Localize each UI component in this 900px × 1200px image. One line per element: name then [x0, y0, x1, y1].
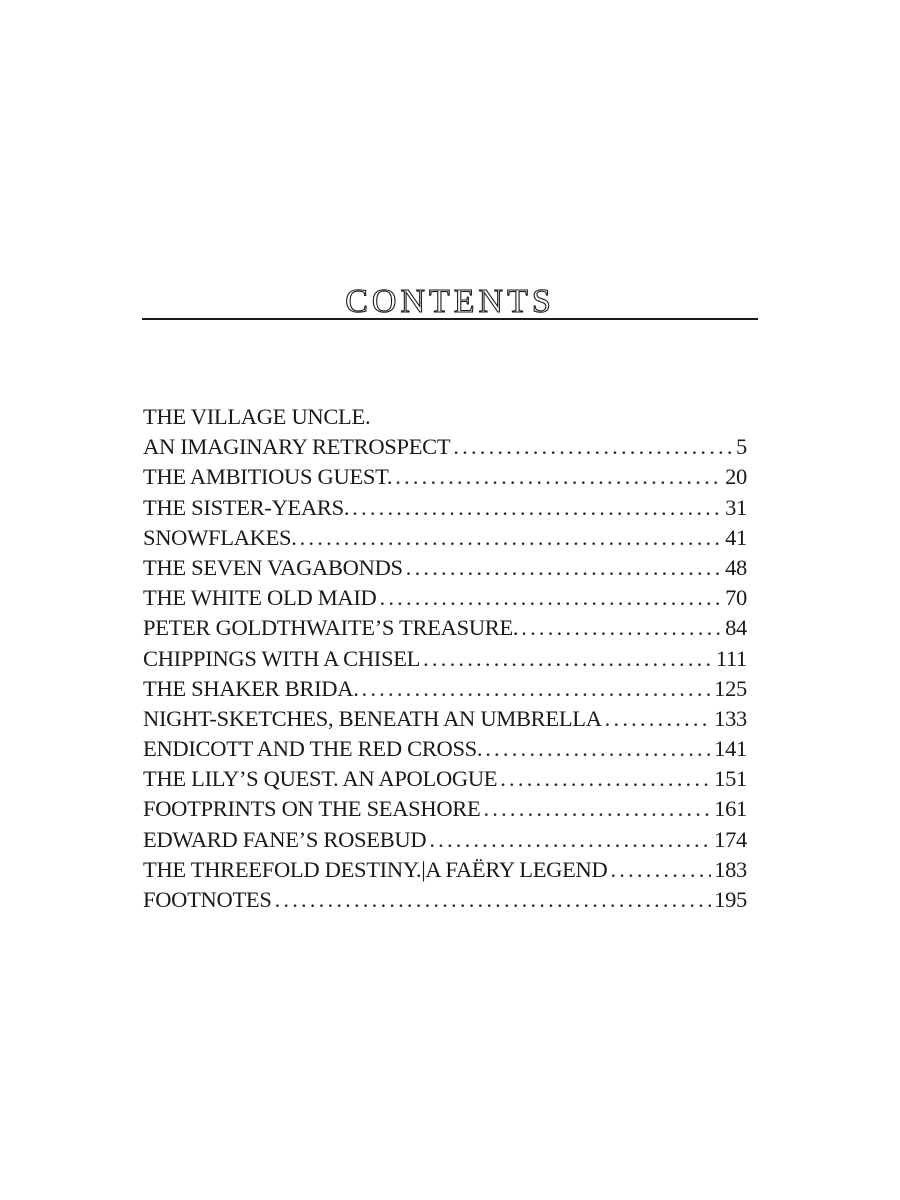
- toc-entry[interactable]: [143, 825, 747, 855]
- toc-entry-page: 41: [725, 524, 747, 550]
- toc-entry-title: THE SEVEN VAGABONDS: [143, 554, 403, 580]
- toc-entry-page: 48: [725, 554, 747, 580]
- dot-leader: [362, 674, 712, 704]
- toc-entry[interactable]: [143, 583, 747, 613]
- toc-entry-title: THE LILY’S QUEST. AN APOLOGUE: [143, 766, 498, 792]
- dot-leader: [485, 734, 711, 764]
- toc-entry-page: 141: [714, 736, 747, 762]
- toc-entry-title: CHIPPINGS WITH A CHISEL: [143, 645, 421, 671]
- toc-entry-title: THE WHITE OLD MAID: [143, 585, 377, 611]
- toc-entry[interactable]: [143, 794, 747, 824]
- toc-entry[interactable]: [143, 674, 747, 704]
- dot-leader: [429, 825, 711, 855]
- title-divider: [142, 318, 758, 320]
- dot-leader: [380, 583, 723, 613]
- dot-leader: [275, 885, 712, 915]
- toc-entry[interactable]: [143, 885, 747, 915]
- toc-entry-title: PETER GOLDTHWAITE’S TREASURE.: [143, 615, 519, 641]
- table-of-contents: [143, 402, 747, 915]
- toc-entry-title: SNOWFLAKES.: [143, 524, 297, 550]
- toc-entry-title: ENDICOTT AND THE RED CROSS.: [143, 736, 483, 762]
- dot-leader: [352, 493, 722, 523]
- toc-entry[interactable]: [143, 764, 747, 794]
- dot-leader: [500, 764, 711, 794]
- page-title: CONTENTS: [345, 282, 555, 320]
- toc-entry-title: NIGHT-SKETCHES, BENEATH AN UMBRELLA: [143, 705, 602, 731]
- toc-entry-page: 111: [715, 645, 747, 671]
- toc-entry-title: THE SHAKER BRIDA.: [143, 675, 359, 701]
- toc-entry[interactable]: [143, 493, 747, 523]
- toc-entry[interactable]: [143, 644, 747, 674]
- toc-entry-title: THE THREEFOLD DESTINY.|A FAËRY LEGEND: [143, 856, 608, 882]
- dot-leader: [300, 523, 723, 553]
- toc-entry[interactable]: [143, 613, 747, 643]
- toc-entry[interactable]: [143, 734, 747, 764]
- toc-entry-page: 133: [714, 705, 747, 731]
- dot-leader: [395, 462, 722, 492]
- dot-leader: [423, 644, 713, 674]
- toc-entry[interactable]: [143, 704, 747, 734]
- dot-leader: [406, 553, 722, 583]
- toc-entry-title: THE AMBITIOUS GUEST.: [143, 464, 393, 490]
- toc-entry-page: 183: [714, 856, 747, 882]
- toc-entry[interactable]: [143, 462, 747, 492]
- toc-entry-page: 174: [714, 826, 747, 852]
- toc-entry-title: FOOTPRINTS ON THE SEASHORE: [143, 796, 481, 822]
- toc-entry-title: EDWARD FANE’S ROSEBUD: [143, 826, 427, 852]
- toc-lead-line: THE VILLAGE UNCLE.: [143, 404, 371, 429]
- dot-leader: [610, 855, 711, 885]
- toc-entry[interactable]: [143, 432, 747, 462]
- toc-entry-page: 20: [725, 464, 747, 490]
- toc-entry[interactable]: [143, 855, 747, 885]
- toc-entry-title: AN IMAGINARY RETROSPECT: [143, 434, 451, 460]
- toc-entry-page: 84: [725, 615, 747, 641]
- toc-entry-title: FOOTNOTES: [143, 887, 272, 912]
- toc-entry[interactable]: [143, 523, 747, 553]
- toc-entry-page: 125: [714, 675, 747, 701]
- toc-entry-page: 195: [714, 887, 747, 912]
- dot-leader: [453, 432, 733, 462]
- toc-entry-title: THE SISTER-YEARS.: [143, 494, 350, 520]
- toc-entry-page: 5: [736, 434, 747, 460]
- toc-entry-page: 31: [725, 494, 747, 520]
- toc-entry[interactable]: [143, 553, 747, 583]
- dot-leader: [521, 613, 722, 643]
- toc-entry-page: 70: [725, 585, 747, 611]
- toc-entry-page: 161: [714, 796, 747, 822]
- toc-entry-page: 151: [714, 766, 747, 792]
- dot-leader: [483, 794, 711, 824]
- dot-leader: [605, 704, 711, 734]
